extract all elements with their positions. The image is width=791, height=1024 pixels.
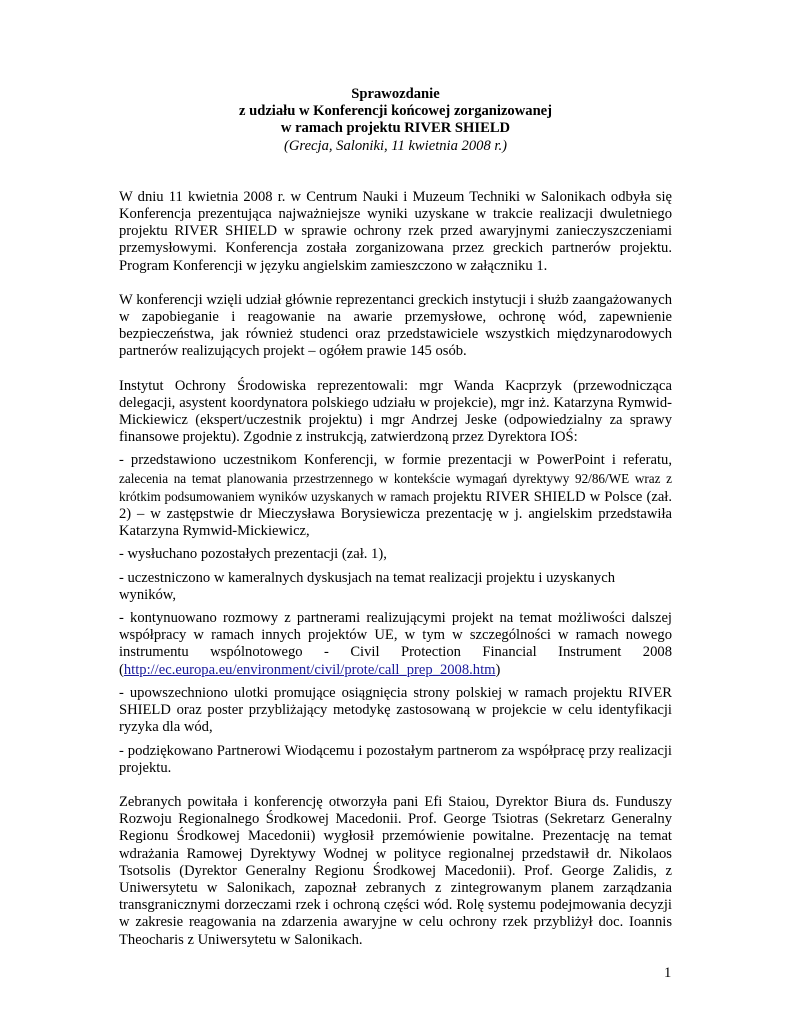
list-item-presentation-a: - przedstawiono uczestnikom Konferencji, w formie prezentacji w PowerPoint i referatu, [119, 452, 672, 469]
list-item-presentations-heard: - wysłuchano pozostałych prezentacji (zał. 1), [119, 546, 387, 563]
paragraph-intro: W dniu 11 kwietnia 2008 r. w Centrum Nauki i Muzeum Techniki w Salonikach odbyła się Konferencja prezentująca najważniejsze wyniki uzyskane w trakcie realizacji dwuletniego projektu RIVER SHIELD w sprawie ochrony rzek przed awaryjnymi zanieczyszczeniami przemysłowymi. Konferencja została zorganizowana przez greckich partnerów projektu. Program Konferencji w języku angielskim zamieszczono w załączniku 1. [119, 188, 672, 274]
list-item-presentation [119, 452, 672, 540]
list-item-leaflets: - upowszechniono ulotki promujące osiągnięcia strony polskiej w ramach projektu RIVER SHIELD oraz poster przybliżający metodykę zastosowaną w projekcie w celu identyfikacji ryzyka dla wód, [119, 684, 672, 736]
report-subtitle-2: w ramach projektu RIVER SHIELD [280, 120, 511, 137]
list-item-presentation-c: projektu RIVER SHIELD w Polsce (zał. 2) – w zastępstwie dr Mieczysława Borysiewicza prezentację w j. angielskim przedstawiła Katarzyna Rymwid-Mickiewicz, [119, 488, 672, 540]
paragraph-delegation: Instytut Ochrony Środowiska reprezentowali: mgr Wanda Kacprzyk (przewodnicząca delegacji, asystent koordynatora polskiego udziału w projekcie), mgr inż. Katarzyna Rymwid-Mickiewicz (ekspert/uczestnik projektu) i mgr Andrzej Jeske (odpowiedzialny za sprawy finansowe projektu). Zgodnie z instrukcją, zatwierdzoną przez Dyrektora IOŚ: [119, 377, 672, 446]
list-item-thanks: - podziękowano Partnerowi Wiodącemu i pozostałym partnerom za współpracę przy realizacji projektu. [119, 742, 672, 776]
report-title: Sprawozdanie [351, 86, 440, 102]
paragraph-opening: Zebranych powitała i konferencję otworzyła pani Efi Staiou, Dyrektor Biura ds. Funduszy Rozwoju Regionalnego Środkowej Macedonii. Prof. George Tsiotras (Sekretarz Generalny Regionu Środkowej Macedonii) wygłosił przemówienie powitalne. Prezentację na temat wdrażania Ramowej Dyrektywy Wodnej w polityce regionalnej przedstawił dr. Nikolaos Tsotsolis (Dyrektor Generalny Regionu Środkowej Macedonii). Prof. George Zalidis, z Uniwersytetu w Salonikach, zapoznał zebranych z zintegrowanym planem zarządzania transgranicznymi dorzeczami rzek i ochroną części wód. Rolę systemu podejmowania decyzji w zakresie reagowania na zdarzenia awaryjne w celu ochrony rzek przybliżył doc. Ioannis Theocharis z Uniwersytetu w Salonikach. [119, 793, 672, 948]
report-location-date: (Grecja, Saloniki, 11 kwietnia 2008 r.) [284, 137, 507, 154]
document-page [119, 86, 672, 949]
report-subtitle-1: z udziału w Konferencji końcowej zorganizowanej [238, 103, 553, 120]
list-item-cooperation-text: - kontynuowano rozmowy z partnerami realizującymi projekt na temat możliwości dalszej współpracy w ramach innych projektów UE, w tym w szczególności w ramach nowego instrumentu wspólnotowego - Civil Protection Financial Instrument 2008 ( [119, 610, 672, 678]
paragraph-participants: W konferencji wzięli udział głównie reprezentanci greckich instytucji i służb zaangażowanych w zapobieganie i reagowanie na awarie przemysłowe, ochronę wód, zapewnienie bezpieczeństwa, jak również studenci oraz przedstawiciele wszystkich międzynarodowych partnerów realizujących projekt – ogółem prawie 145 osób. [119, 291, 672, 360]
list-item-cooperation [119, 610, 672, 679]
report-header [119, 86, 672, 155]
page-number: 1 [664, 965, 672, 981]
list-item-presentation-b: zalecenia na temat planowania przestrzennego w kontekście wymagań dyrektywy 92/86/WE wraz z krótkim podsumowaniem wyników uzyskanych w ramach [119, 470, 672, 504]
list-item-cooperation-close: ) [495, 661, 501, 678]
list-item-discussions: - uczestniczono w kameralnych dyskusjach na temat realizacji projektu i uzyskanych wyników, [119, 569, 615, 603]
civil-protection-link[interactable]: http://ec.europa.eu/environment/civil/prote/call_prep_2008.htm [123, 661, 496, 678]
